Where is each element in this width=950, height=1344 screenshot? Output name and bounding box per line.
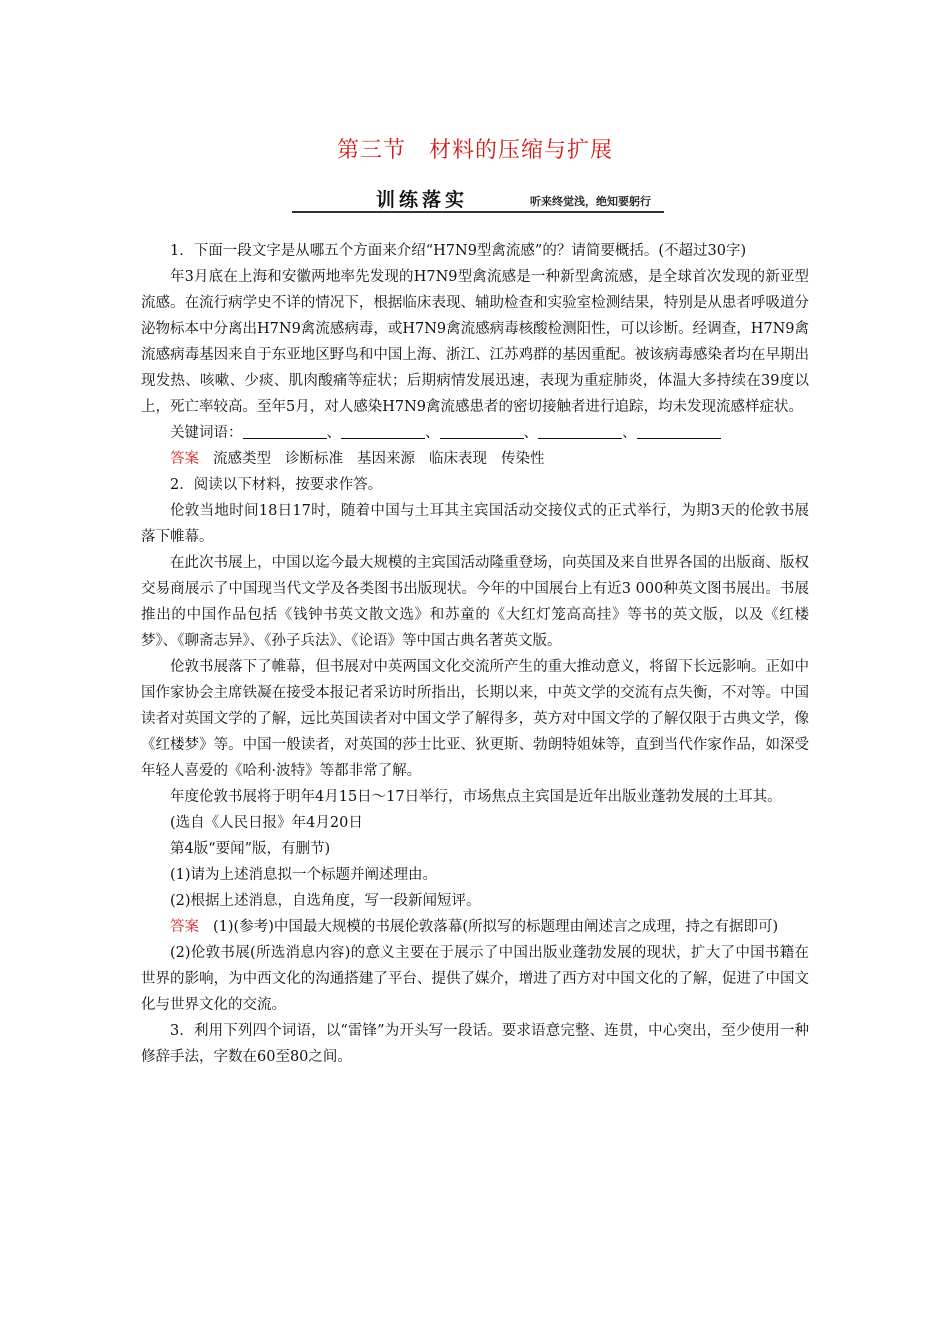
- q2-source-line-2: 第4版“要闻”版，有删节): [170, 841, 331, 857]
- keyword-blank-3[interactable]: [440, 424, 524, 439]
- answer-keyword: 基因来源: [357, 451, 415, 467]
- answer-label: 答案: [170, 919, 199, 935]
- q2-paragraph: 在此次书展上，中国以迄今最大规模的主宾国活动隆重登场，向英国及来自世界各国的出版商、版权交易商展示了中国现当代文学及各类图书出版现状。今年的中国展台上有近3 000种英文图书展出。书展推出的中国作品包括《钱钟书英文散文选》和苏童的《大红灯笼高高挂》等书的英文版，以及《红楼梦》、《聊斋志异》、《孙子兵法》、《论语》等中国古典名著英文版。: [141, 555, 809, 649]
- section-title: 第三节 材料的压缩与扩展: [336, 138, 613, 163]
- q2-answer-2: (2)伦敦书展(所选消息内容)的意义主要在于展示了中国出版业蓬勃发展的现状，扩大了中国书籍在世界的影响，为中西文化的沟通搭建了平台、提供了媒介，增进了西方对中国文化的了解，促进了中国文化与世界文化的交流。: [141, 945, 809, 1013]
- q2-answer-1: [141, 914, 809, 940]
- training-banner: [292, 183, 664, 215]
- keyword-sep-3: 、: [523, 425, 538, 441]
- q2-sub-question-2: (2)根据上述消息，自选角度，写一段新闻短评。: [170, 893, 481, 909]
- answer-keyword: 诊断标准: [285, 451, 343, 467]
- q2-paragraph: 年度伦敦书展将于明年4月15日～17日举行，市场焦点主宾国是近年出版业蓬勃发展的土耳其。: [170, 789, 782, 805]
- q1-prompt: 1．下面一段文字是从哪五个方面来介绍“H7N9型禽流感”的？请简要概括。(不超过30字): [170, 243, 747, 259]
- answer-keyword: 传染性: [501, 451, 545, 467]
- q1-keywords: [141, 420, 809, 446]
- keyword-blank-1[interactable]: [243, 424, 327, 439]
- q1-answer: [141, 446, 809, 472]
- keyword-blank-5[interactable]: [637, 424, 721, 439]
- keyword-sep-1: 、: [326, 425, 341, 441]
- keyword-sep-4: 、: [622, 425, 637, 441]
- answer-text: (1)(参考)中国最大规模的书展伦敦落幕(所拟写的标题理由阐述言之成理，持之有据即可): [213, 919, 779, 935]
- keyword-label: 关键词语：: [170, 425, 243, 441]
- keyword-sep-2: 、: [425, 425, 440, 441]
- q2-prompt: 2．阅读以下材料，按要求作答。: [170, 477, 383, 493]
- banner-underline: [292, 211, 664, 213]
- q2-sub-question-1: (1)请为上述消息拟一个标题并阐述理由。: [170, 867, 438, 883]
- q3-prompt: 3．利用下列四个词语，以“雷锋”为开头写一段话。要求语意完整、连贯，中心突出，至少使用一种修辞手法，字数在60至80之间。: [141, 1023, 809, 1065]
- keyword-blank-2[interactable]: [341, 424, 425, 439]
- banner-motto: 听来终觉浅，绝知要躬行: [530, 195, 651, 208]
- q2-source-line-1: (选自《人民日报》年4月20日: [170, 815, 363, 831]
- keyword-blank-4[interactable]: [538, 424, 622, 439]
- content-body: [141, 238, 809, 1070]
- q2-paragraph: 伦敦书展落下了帷幕，但书展对中英两国文化交流所产生的重大推动意义，将留下长远影响。正如中国作家协会主席铁凝在接受本报记者采访时所指出，长期以来，中英文学的交流有点失衡，不对等。中国读者对英国文学的了解，远比英国读者对中国文学了解得多，英方对中国文学的了解仅限于古典文学，像《红楼梦》等。中国一般读者，对英国的莎士比亚、狄更斯、勃朗特姐妹等，直到当代作家作品，如深受年轻人喜爱的《哈利·波特》等都非常了解。: [141, 659, 809, 779]
- answer-keyword: 临床表现: [429, 451, 487, 467]
- answer-label: 答案: [170, 451, 199, 467]
- banner-main-text: 训练落实: [376, 189, 469, 211]
- q2-paragraph: 伦敦当地时间18日17时，随着中国与土耳其主宾国活动交接仪式的正式举行，为期3天的伦敦书展落下帷幕。: [141, 503, 809, 545]
- q1-passage: 年3月底在上海和安徽两地率先发现的H7N9型禽流感是一种新型禽流感，是全球首次发现的新亚型流感。在流行病学史不详的情况下，根据临床表现、辅助检查和实验室检测结果，特别是从患者呼吸道分泌物标本中分离出H7N9禽流感病毒，或H7N9禽流感病毒核酸检测阳性，可以诊断。经调查，H7N9禽流感病毒基因来自于东亚地区野鸟和中国上海、浙江、江苏鸡群的基因重配。被该病毒感染者均在早期出现发热、咳嗽、少痰、肌肉酸痛等症状；后期病情发展迅速，表现为重症肺炎，体温大多持续在39度以上，死亡率较高。至年5月，对人感染H7N9禽流感患者的密切接触者进行追踪，均未发现流感样症状。: [141, 269, 809, 415]
- answer-keyword: 流感类型: [213, 451, 271, 467]
